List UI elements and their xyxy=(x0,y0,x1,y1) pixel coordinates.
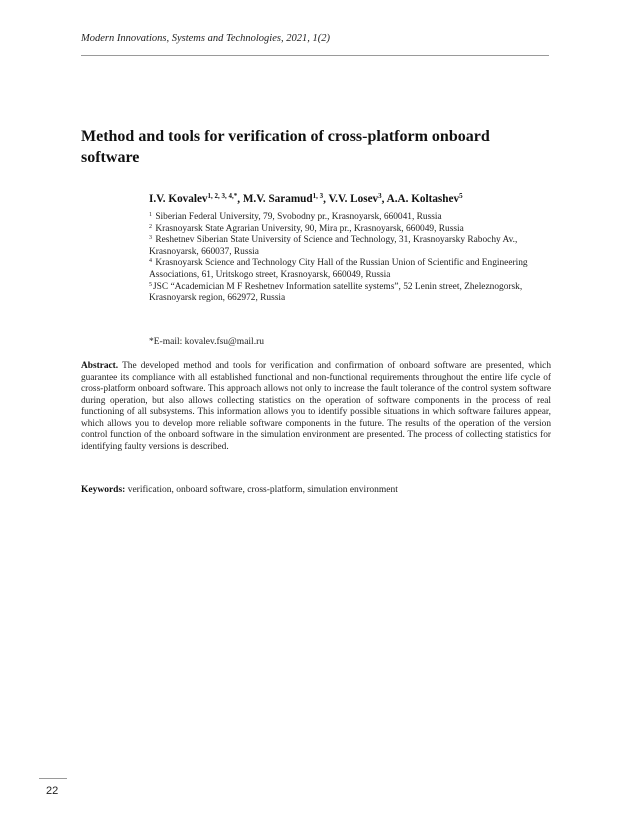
affiliation-text: JSC “Academician M F Reshetnev Information satellite systems”, 52 Lenin street, Zheleznogorsk, Krasnoyarsk region, 662972, Russia xyxy=(149,281,523,304)
affiliation-item xyxy=(149,258,549,281)
affiliation-number: 4 xyxy=(149,258,152,265)
keywords-text: verification, onboard software, cross-platform, simulation environment xyxy=(127,485,398,495)
paper-title: Method and tools for verification of cross-platform onboard software xyxy=(81,128,490,166)
keywords-label: Keywords: xyxy=(81,485,126,495)
affiliation-item xyxy=(149,282,549,305)
author-separator: , xyxy=(237,193,243,205)
affiliation-item xyxy=(149,224,549,236)
abstract-label: Abstract. xyxy=(81,361,119,371)
author-name: I.V. Kovalev xyxy=(149,193,208,205)
author-name: M.V. Saramud xyxy=(242,193,313,205)
affiliation-number: 1 xyxy=(149,212,152,218)
affiliation-number: 2 xyxy=(149,223,152,230)
author-list xyxy=(149,193,463,205)
abstract xyxy=(81,361,551,453)
affiliation-number: 3 xyxy=(149,235,152,242)
affiliation-item xyxy=(149,212,549,224)
affiliation-list xyxy=(149,212,549,305)
author-affiliation-marks: 5 xyxy=(459,192,463,200)
corresponding-email: *E-mail: kovalev.fsu@mail.ru xyxy=(149,337,264,347)
keywords xyxy=(81,485,551,495)
author-name: V.V. Losev xyxy=(328,193,379,205)
affiliation-text: Krasnoyarsk Science and Technology City Hall of the Russian Union of Scientific and Engineering Associations, 61, Uritskogo street, Krasnoyarsk, 660049, Russia xyxy=(149,258,528,280)
header-divider xyxy=(81,55,549,56)
affiliation-text: Reshetnev Siberian State University of Science and Technology, 31, Krasnoyarsky Rabochy Av., Krasnoyarsk, 660037, Russia xyxy=(149,235,518,257)
author-separator: , xyxy=(323,193,329,205)
page-number: 22 xyxy=(46,785,59,797)
affiliation-text: Siberian Federal University, 79, Svobodny pr., Krasnoyarsk, 660041, Russia xyxy=(155,212,442,222)
affiliation-item xyxy=(149,235,549,258)
author-affiliation-marks: 1, 2, 3, 4,* xyxy=(207,192,238,200)
author-affiliation-marks: 3 xyxy=(378,192,382,200)
journal-header: Modern Innovations, Systems and Technologies, 2021, 1(2) xyxy=(81,33,330,44)
author-separator: , xyxy=(381,193,387,205)
affiliation-number: 5 xyxy=(149,281,152,288)
page-number-divider xyxy=(39,778,67,779)
author-name: A.A. Koltashev xyxy=(386,193,460,205)
abstract-text: The developed method and tools for verification and confirmation of onboard software are presented, which guarantee its compliance with all established functional and non-functional requirements throughout the entire life cycle of cross-platform onboard software. This approach allows not only to increase the fault tolerance of the control system software during operation, but also allows collecting statistics on the operation of software components in the process of real functioning of all subsystems. This information allows you to identify possible situations in which software failures appear, which allows you to develop more reliable software components in the future. The results of the operation of the version control function of the onboard software in the simulation environment are presented. The process of collecting statistics for identifying faulty versions is described. xyxy=(81,361,551,452)
author-affiliation-marks: 1, 3 xyxy=(312,192,324,200)
affiliation-text: Krasnoyarsk State Agrarian University, 90, Mira pr., Krasnoyarsk, 660049, Russia xyxy=(155,223,464,234)
